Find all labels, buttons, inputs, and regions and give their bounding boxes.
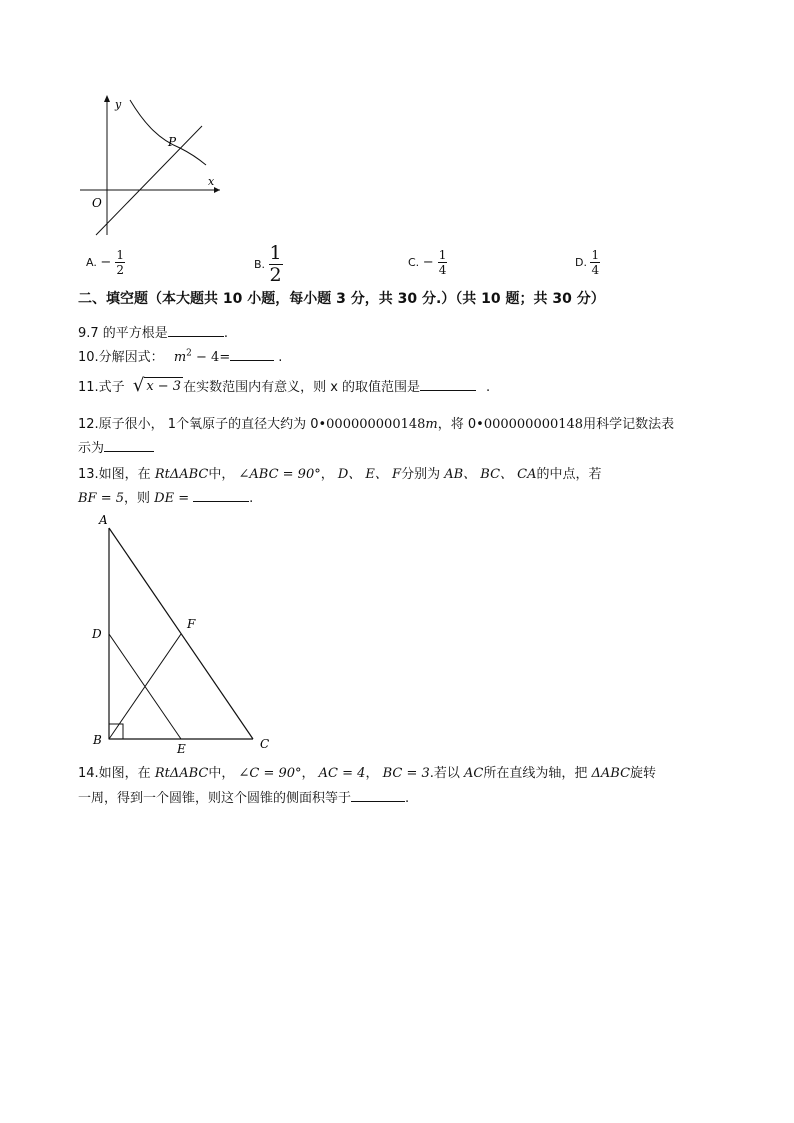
q10-answer-blank — [230, 348, 274, 361]
q12-text-b: ，将 0 — [437, 417, 477, 432]
q13-text-e: 的中点，若 — [536, 467, 602, 482]
q10-expression-rest: − 4= — [191, 350, 231, 365]
question-9 — [78, 322, 228, 341]
q14-text-b: 中， — [208, 766, 239, 781]
q13-answer-blank — [193, 489, 249, 502]
q13-text-c: ， — [320, 467, 338, 482]
q9-answer-blank — [168, 324, 224, 337]
question-11 — [78, 376, 490, 395]
choice-b-prefix: B. — [254, 258, 269, 271]
choice-a-prefix: A. — [86, 256, 101, 269]
q14-ac: AC = 4 — [318, 766, 366, 781]
q13-text-b: 中， — [208, 467, 239, 482]
choice-c — [408, 249, 447, 276]
vertex-b-label: B — [93, 733, 102, 747]
q13-angle: ∠ABC = 90° — [238, 467, 321, 482]
q13-points: D、 E、 F — [337, 467, 402, 482]
linear-function-line — [96, 126, 202, 235]
x-axis-label: x — [208, 175, 215, 188]
choice-b-fraction — [269, 244, 283, 285]
origin-label: O — [92, 196, 102, 210]
q14-text-c: ， — [301, 766, 319, 781]
q14-text-d: ， — [365, 766, 383, 781]
choice-d-numerator: 1 — [591, 248, 600, 262]
q14-text-g: 旋转 — [630, 766, 657, 781]
choice-a-sign: − — [100, 255, 112, 270]
q9-end: . — [223, 326, 228, 341]
q11-radicand: x − 3 — [146, 379, 182, 394]
q13-condition: BF = 5 — [78, 491, 125, 506]
q11-answer-blank — [420, 378, 476, 391]
q10-end: . — [278, 350, 283, 365]
hyperbola-curve — [130, 100, 206, 165]
q13-triangle: ΔABC — [169, 467, 209, 482]
q10-prefix: 10.分解因式： — [78, 350, 164, 365]
question-10 — [78, 346, 282, 365]
choice-d-prefix: D. — [575, 256, 591, 269]
q12-number-2: 000000000148 — [483, 417, 584, 432]
vertex-a-label: A — [99, 513, 108, 527]
section-heading: 二、填空题（本大题共 10 小题，每小题 3 分，共 30 分.）（共 10 题；共 30 分） — [78, 291, 605, 307]
x-axis-arrow — [214, 187, 220, 193]
question-13-line-1 — [78, 463, 602, 482]
q12-decimal-dot-2: • — [476, 417, 484, 432]
q14-answer-blank — [351, 789, 405, 802]
choice-d-denominator: 4 — [591, 263, 600, 277]
triangle-figure — [88, 510, 278, 760]
q14-text-a: 14.如图，在 — [78, 766, 155, 781]
choice-b-denominator: 2 — [269, 264, 282, 286]
choice-a-fraction — [115, 249, 125, 276]
q14-bc: BC = 3 — [382, 766, 430, 781]
y-axis-label: y — [115, 98, 122, 111]
q13-text-d: 分别为 — [401, 467, 445, 482]
q14-text-f: 所在直线为轴，把 — [483, 766, 592, 781]
q11-prefix: 11.式子 — [78, 380, 125, 395]
q13-segments: AB、 BC、 CA — [444, 467, 537, 482]
choice-c-prefix: C. — [408, 256, 423, 269]
q13-text-a: 13.如图，在 — [78, 467, 155, 482]
q12-number-1: 000000000148 — [326, 417, 426, 432]
q13-text-f: ，则 — [124, 491, 155, 506]
function-graph — [70, 90, 230, 240]
question-13-line-2 — [78, 487, 253, 506]
choice-d — [575, 249, 600, 276]
point-f-label: F — [187, 617, 196, 631]
choice-c-sign: − — [422, 255, 434, 270]
q14-angle: ∠C = 90° — [238, 766, 302, 781]
point-d-label: D — [92, 627, 102, 641]
q12-decimal-dot-1: • — [318, 417, 327, 432]
choice-c-denominator: 4 — [438, 263, 447, 277]
choice-a-denominator: 2 — [116, 263, 125, 277]
y-axis-arrow — [104, 95, 110, 102]
choice-b — [254, 244, 283, 285]
choice-a-numerator: 1 — [116, 248, 125, 262]
choice-b-numerator: 1 — [269, 242, 282, 264]
vertex-c-label: C — [260, 737, 270, 751]
q14-triangle: RtΔABC — [154, 766, 209, 781]
q13-target: DE = — [154, 491, 190, 506]
choice-d-fraction — [590, 249, 600, 276]
question-12-line-1 — [78, 413, 674, 432]
choice-c-fraction — [438, 249, 448, 276]
q14-end: . — [405, 791, 410, 806]
q11-sqrt-expression — [133, 377, 183, 395]
q12-line-2-text: 示为 — [78, 441, 105, 456]
q9-text: 9.7 的平方根是 — [78, 326, 168, 341]
q14-axis: AC — [464, 766, 484, 781]
q14-text-e: .若以 — [429, 766, 465, 781]
q11-suffix: 在实数范围内有意义，则 x 的取值范围是 — [183, 380, 421, 395]
q13-rt: Rt — [154, 467, 170, 482]
question-14-line-1 — [78, 762, 656, 781]
q10-variable: m — [173, 350, 187, 365]
question-14-line-2 — [78, 787, 409, 806]
q12-text-a: 12.原子很小， 1个氧原子的直径大约为 0 — [78, 417, 319, 432]
point-p-label: P — [168, 135, 177, 149]
q11-end: . — [486, 380, 491, 395]
choice-a — [86, 249, 125, 276]
question-12-line-2 — [78, 437, 154, 456]
sqrt-icon: √ — [132, 375, 145, 396]
choice-c-numerator: 1 — [438, 248, 447, 262]
q12-text-c: 用科学记数法表 — [583, 417, 675, 432]
q14-triangle-2: ΔABC — [591, 766, 631, 781]
point-e-label: E — [177, 742, 186, 756]
q12-answer-blank — [104, 439, 154, 452]
q10-exponent: 2 — [186, 348, 192, 359]
q13-end: . — [249, 491, 254, 506]
q14-line-2-text: 一周，得到一个圆锥，则这个圆锥的侧面积等于 — [78, 791, 352, 806]
q12-unit: m — [425, 417, 438, 432]
